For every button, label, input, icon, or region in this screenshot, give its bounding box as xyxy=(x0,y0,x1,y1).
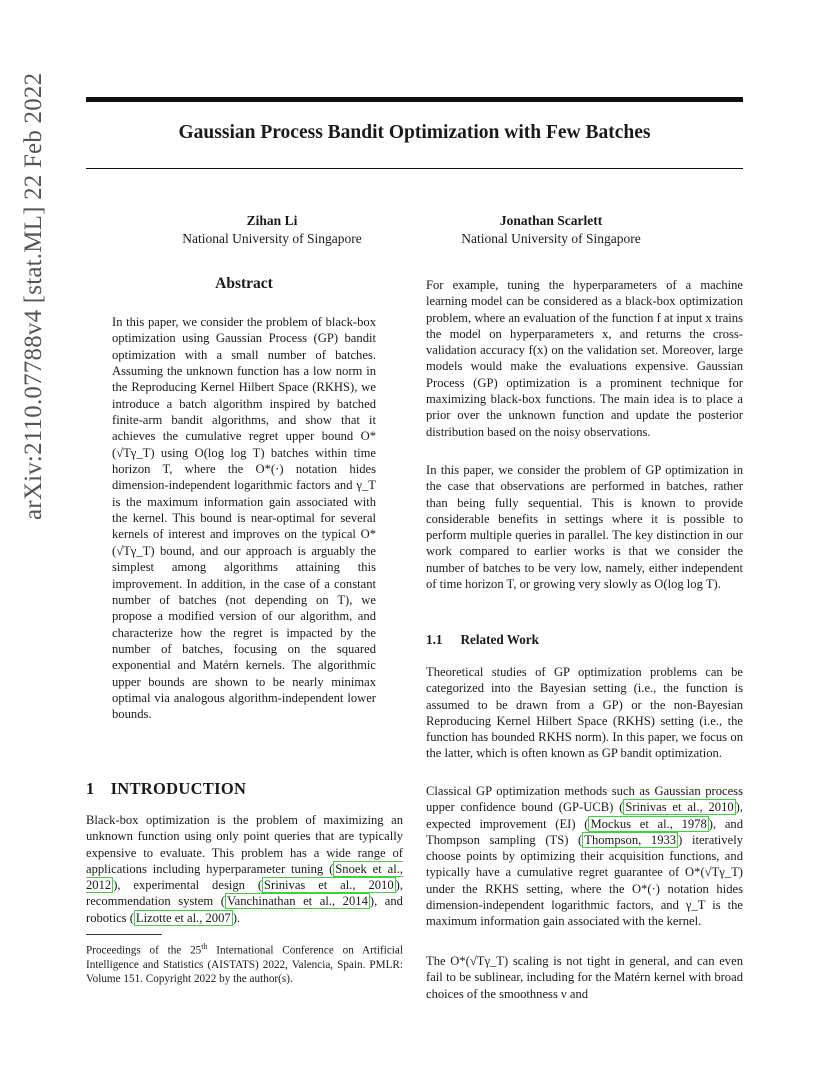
paragraph-text: ), and Thompson sampling (TS) ( xyxy=(426,816,744,847)
citation-link[interactable]: Lizotte et al., 2007 xyxy=(135,910,231,925)
citation-link[interactable]: Thompson, 1933 xyxy=(584,832,677,847)
section-title: INTRODUCTION xyxy=(110,779,247,798)
title-rule xyxy=(86,168,743,169)
right-paragraph-2: In this paper, we consider the problem of GP optimization in the case that observations are performed in batches, rather than being fully sequential. This is known to provide considerable benefits in settings where it is possible to perform multiple queries in parallel. The key distinction in our work compared to earlier works is that we consider the number of batches to be very low, namely, either independent of time horizon T, or growing very slowly as O(log log T). xyxy=(426,463,743,592)
right-paragraph-1: For example, tuning the hyperparameters of a machine learning model can be considered as a black-box optimization problem, where an evaluation of the function f at input x trains the model on hyperparameters x, and returns the cross-validation accuracy f(x) on the validation set. Moreover, large models would make the evaluations expensive. Gaussian Process (GP) optimization is a prominent technique for maximizing black-box functions. The main idea is to place a prior over the unknown function and update the posterior distribution based on the noisy observations. xyxy=(426,278,743,439)
intro-text: ), recommendation system ( xyxy=(86,878,403,909)
author-affiliation: National University of Singapore xyxy=(461,231,641,246)
citation-link[interactable]: Mockus et al., 1978 xyxy=(590,816,707,831)
intro-text: Black-box optimization is the problem of maximizing an unknown function using only point queries that are typically expensive to evaluate. This problem has a wide range of applications including hyperparameter tuning ( xyxy=(86,813,403,876)
right-paragraph-5: The O*(√Tγ_T) scaling is not tight in general, and can even fail to be sublinear, including for the Matérn kernel with broad choices of the smoothness ν and xyxy=(426,954,743,1001)
subsection-title: Related Work xyxy=(460,632,539,647)
citation-link[interactable]: Vanchinathan et al., 2014 xyxy=(226,894,368,909)
author-block-1 xyxy=(142,212,402,248)
subsection-number: 1.1 xyxy=(426,632,443,647)
author-name: Zihan Li xyxy=(246,213,298,228)
paragraph-text: ), expected improvement (EI) ( xyxy=(426,800,744,831)
abstract-text: In this paper, we consider the problem of black-box optimization using Gaussian Process (GP) bandit optimization with a small number of batches. Assuming the unknown function has a low norm in the Reproducing Kernel Hilbert Space (RKHS), we introduce a batch algorithm inspired by batched finite-arm bandit algorithms, and show that it achieves the cumulative regret upper bound O*(√Tγ_T) using O(log log T) batches within time horizon T, where the O*(·) notation hides dimension-independent logarithmic factors and γ_T is the maximum information gain associated with the kernel. This bound is near-optimal for several kernels of interest and improves on the typical O*(√Tγ_T) bound, and our approach is arguably the simplest among algorithms attaining this improvement. In addition, in the case of a constant number of batches (not depending on T), we propose a modified version of our algorithm, and characterize how the regret is impacted by the number of batches, focusing on the squared exponential and Matérn kernels. The algorithmic upper bounds are shown to be nearly minimax optimal via analogous algorithm-independent lower bounds. xyxy=(112,315,376,722)
footnote-text: International Conference on Artificial Intelligence and Statistics (AISTATS) 2022, Valencia, Spain. PMLR: Volume 151. Copyright 2022 by the author(s). xyxy=(86,944,403,985)
intro-text: ), experimental design ( xyxy=(113,878,263,893)
right-paragraph-3: Theoretical studies of GP optimization problems can be categorized into the Bayesian setting (i.e., the function is assumed to be drawn from a GP) or the non-Bayesian Reproducing Kernel Hilbert Space (RKHS) setting (i.e., the function has bounded RKHS norm). In this paper, we focus on the latter, which is often known as GP bandit optimization. xyxy=(426,665,743,761)
footnote-rule xyxy=(86,934,162,935)
citation-link[interactable]: Srinivas et al., 2010 xyxy=(264,878,394,893)
intro-text: ). xyxy=(232,910,241,925)
footnote-superscript: th xyxy=(201,942,208,951)
author-block-2 xyxy=(421,212,681,248)
paragraph-text: ) iteratively choose points by optimizing their acquisition functions, and typically have a cumulative regret guarantee of O*(√Tγ_T) under the RKHS setting, where the O*(·) notation hides dimension-independent logarithmic factors, and γ_T is the maximum information gain associated with the kernel. xyxy=(426,832,743,929)
citation-link[interactable]: Srinivas et al., 2010 xyxy=(625,800,734,815)
right-paragraph-4 xyxy=(426,783,743,930)
intro-paragraph xyxy=(86,812,403,926)
paragraph-text: Classical GP optimization methods such as Gaussian process upper confidence bound (GP-UCB) ( xyxy=(426,784,743,815)
arxiv-identifier: arXiv:2110.07788v4 [stat.ML] 22 Feb 2022 xyxy=(20,72,47,520)
top-rule xyxy=(86,97,743,102)
abstract-heading: Abstract xyxy=(215,275,273,292)
section-heading-introduction xyxy=(86,779,406,799)
author-name: Jonathan Scarlett xyxy=(499,213,603,228)
footnote-text: Proceedings of the 25 xyxy=(86,944,202,957)
author-affiliation: National University of Singapore xyxy=(182,231,362,246)
intro-text: ), and robotics ( xyxy=(86,894,403,925)
subsection-heading-related-work xyxy=(426,632,743,648)
proceedings-footnote xyxy=(86,940,403,986)
citation-link[interactable]: Snoek et al., 2012 xyxy=(86,861,403,893)
section-number: 1 xyxy=(86,779,95,798)
paper-title: Gaussian Process Bandit Optimization with Few Batches xyxy=(178,122,651,143)
